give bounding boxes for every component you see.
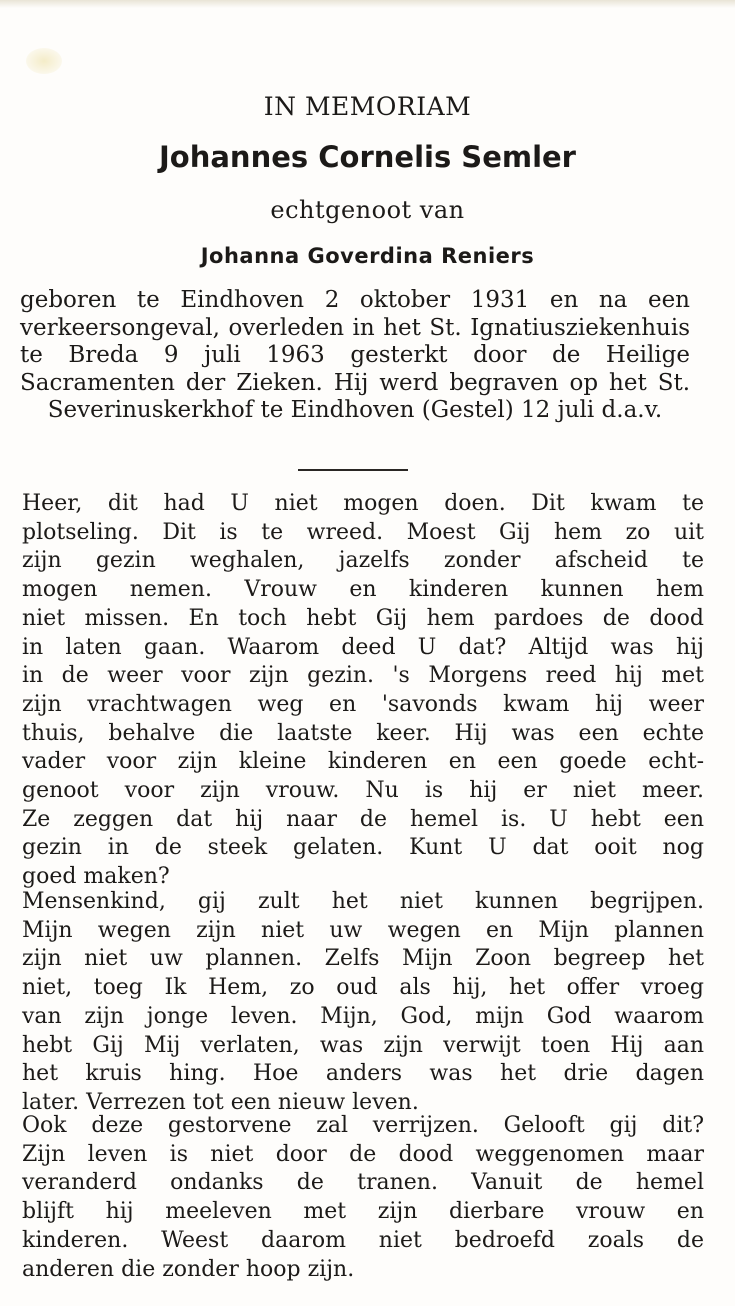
prayer-line: mogen nemen. Vrouw en kinderen kunnen hem [22,577,704,603]
prayer-line: thuis, behalve die laatste keer. Hij was een echte [22,720,704,746]
prayer-line: later. Verrezen tot een nieuw leven. [22,1089,419,1115]
prayer-line: niet, toeg Ik Hem, zo oud als hij, het offer vroeg [22,975,704,1001]
biography-paragraph: geboren te Eindhoven 2 oktober 1931 en na een verkeersongeval, overleden in het St. Ignatiusziekenhuis te Breda 9 juli 1963 gesterkt door de Heilige Sacramenten der Zieken. Hij werd begraven op het St. Severinuskerkhof te Eindhoven (Gestel) 12 juli d.a.v. [20,287,690,423]
prayer-line: in de weer voor zijn gezin. 's Morgens reed hij met [22,663,704,689]
prayer-line: Mijn wegen zijn niet uw wegen en Mijn plannen [22,917,704,943]
deceased-name: Johannes Cornelis Semler [159,140,576,174]
prayer-line: in laten gaan. Waarom deed U dat? Altijd was hij [22,634,704,660]
prayer-line: vader voor zijn kleine kinderen en een goede echt- [22,749,704,775]
paper-stain [26,48,62,74]
prayer-line: Zijn leven is niet door de dood weggenomen maar [22,1141,704,1167]
prayer-line: zijn niet uw plannen. Zelfs Mijn Zoon begreep het [22,946,704,972]
prayer-line: Heer, dit had U niet mogen doen. Dit kwam te [22,491,704,516]
prayer-line: blijft hij meeleven met zijn dierbare vrouw en [22,1199,704,1225]
prayer-line: zijn gezin weghalen, jazelfs zonder afscheid te [22,548,704,574]
prayer-paragraph-2 [22,888,704,1118]
prayer-line: niet missen. En toch hebt Gij hem pardoes de dood [22,605,704,631]
prayer-line: Mensenkind, gij zult het niet kunnen begrijpen. [22,889,704,914]
prayer-line: Ook deze gestorvene zal verrijzen. Gelooft gij dit? [22,1113,704,1138]
prayer-line: kinderen. Weest daarom niet bedroefd zoals de [22,1227,704,1253]
prayer-line: genoot voor zijn vrouw. Nu is hij er niet meer. [22,778,704,804]
prayer-line: van zijn jonge leven. Mijn, God, mijn God waarom [22,1003,704,1029]
spouse-prefix: echtgenoot van [270,196,465,224]
memoriam-heading: IN MEMORIAM [263,92,472,121]
divider-line [298,469,408,471]
prayer-line: gezin in de steek gelaten. Kunt U dat ooit nog [22,835,704,861]
prayer-line: anderen die zonder hoop zijn. [22,1256,355,1282]
prayer-line: hebt Gij Mij verlaten, was zijn verwijt toen Hij aan [22,1032,704,1058]
prayer-line: veranderd ondanks de tranen. Vanuit de hemel [22,1170,704,1196]
card-top-edge [0,0,735,8]
prayer-paragraph-3 [22,1112,704,1284]
prayer-line: goed maken? [22,864,170,890]
spouse-name: Johanna Goverdina Reniers [200,244,535,268]
prayer-paragraph-1 [22,490,704,892]
prayer-line: zijn vrachtwagen weg en 'savonds kwam hij weer [22,691,704,717]
prayer-line: het kruis hing. Hoe anders was het drie dagen [22,1061,704,1087]
prayer-line: plotseling. Dit is te wreed. Moest Gij hem zo uit [22,519,704,545]
prayer-line: Ze zeggen dat hij naar de hemel is. U hebt een [22,806,704,832]
